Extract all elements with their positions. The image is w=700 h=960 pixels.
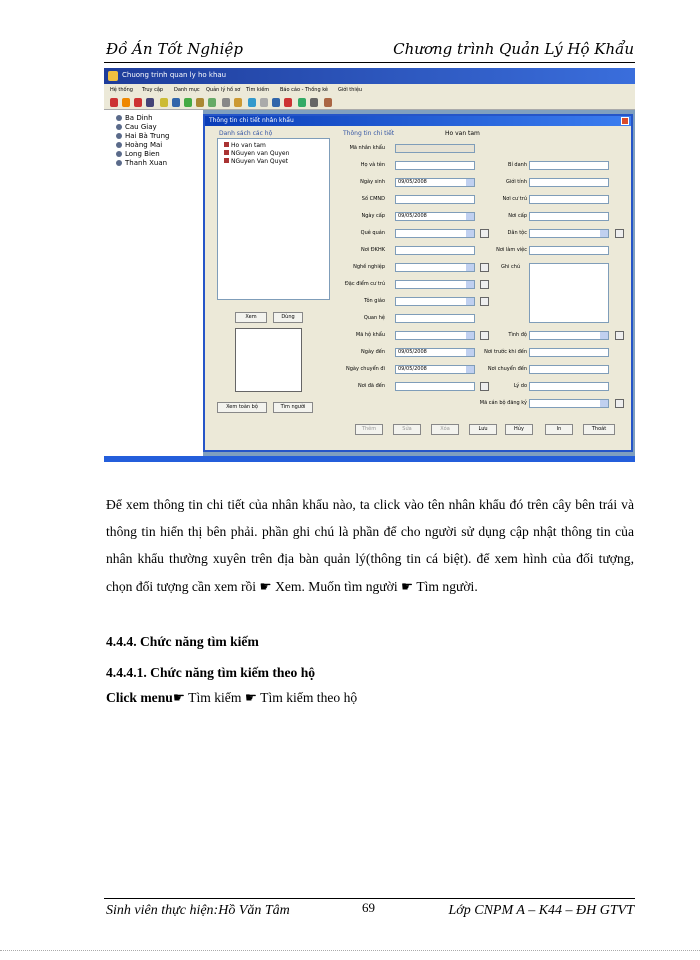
chevron-down-icon[interactable] <box>600 400 608 407</box>
list-item[interactable]: NGuyen van Quyen <box>224 150 289 157</box>
binoculars-icon[interactable] <box>480 331 489 340</box>
view-button[interactable]: Xem <box>235 312 267 323</box>
delete-button[interactable]: Xóa <box>431 424 459 435</box>
noi-cap-field[interactable] <box>529 212 609 221</box>
label-noi-truoc-khi-den: Nơi trước khi đến <box>484 349 527 355</box>
binoculars-icon[interactable] <box>480 263 489 272</box>
label-noi-lam-viec: Nơi làm việc <box>496 247 527 253</box>
toolbar-icon[interactable] <box>248 98 256 107</box>
globe-icon <box>116 115 122 121</box>
menu-item[interactable]: Giới thiệu <box>338 87 363 93</box>
label-ma-can-bo: Mã cán bộ đăng ký <box>479 400 527 406</box>
noi-da-den-field[interactable] <box>395 382 475 391</box>
ghi-chu-textarea[interactable] <box>529 263 609 323</box>
ma-ho-khau-select[interactable] <box>395 331 475 340</box>
noi-cu-tru-field[interactable] <box>529 195 609 204</box>
household-list[interactable] <box>217 138 330 300</box>
body-paragraph: Để xem thông tin chi tiết của nhân khẩu nào, ta click vào tên nhân khẩu đó trên cây bên trái và thông tin hiển thị bên phải. phần ghi chú là phần để cho người sử dụng cập nhật thông tin của nhân khẩu thường xuyên trên địa bàn quản lý(thông tin cá biệt). để xem hình của đối tượng, chọn đối tượng cần xem rồi ☛ Xem. Muốn tìm người ☛ Tìm người. <box>106 497 634 594</box>
binoculars-icon[interactable] <box>480 229 489 238</box>
chevron-down-icon[interactable] <box>466 298 474 305</box>
menu-item[interactable]: Hệ thống <box>110 87 133 93</box>
chevron-down-icon[interactable] <box>466 281 474 288</box>
toolbar-icon[interactable] <box>310 98 318 107</box>
dan-toc-select[interactable] <box>529 229 609 238</box>
chevron-down-icon[interactable] <box>466 366 474 373</box>
chevron-down-icon[interactable] <box>600 230 608 237</box>
add-button[interactable]: Thêm <box>355 424 383 435</box>
noi-dkhk-field[interactable] <box>395 246 475 255</box>
chevron-down-icon[interactable] <box>466 179 474 186</box>
ly-do-field[interactable] <box>529 382 609 391</box>
app-icon <box>108 71 118 81</box>
edit-button[interactable]: Sửa <box>393 424 421 435</box>
ngay-chuyen-di-field[interactable]: 09/05/2008 <box>395 365 475 374</box>
toolbar-icon[interactable] <box>234 98 242 107</box>
section-heading: 4.4.4. Chức năng tìm kiếm <box>106 634 259 649</box>
menu-item[interactable]: Danh mục <box>174 87 200 93</box>
chevron-down-icon[interactable] <box>466 213 474 220</box>
instruction-line: Click menu☛ Tìm kiếm ☛ Tìm kiếm theo hộ <box>106 690 358 705</box>
exit-button[interactable]: Thoát <box>583 424 615 435</box>
toolbar-icon[interactable] <box>284 98 292 107</box>
toolbar-icon[interactable] <box>260 98 268 107</box>
toolbar-icon[interactable] <box>184 98 192 107</box>
list-title: Danh sách các hộ <box>219 130 273 137</box>
binoculars-icon[interactable] <box>480 382 489 391</box>
label-ma-nhan-khau: Mã nhân khẩu <box>349 145 385 151</box>
person-icon <box>224 142 229 147</box>
person-icon <box>224 158 229 163</box>
label-noi-da-den: Nơi đã đến <box>357 383 385 389</box>
ngay-cap-field[interactable]: 09/05/2008 <box>395 212 475 221</box>
gioi-tinh-field[interactable] <box>529 178 609 187</box>
que-quan-select[interactable] <box>395 229 475 238</box>
toolbar-icon[interactable] <box>146 98 154 107</box>
menu-bar <box>104 84 635 96</box>
ma-nhan-khau-field[interactable] <box>395 144 475 153</box>
ngay-sinh-field[interactable]: 09/05/2008 <box>395 178 475 187</box>
ho-ten-field[interactable] <box>395 161 475 170</box>
ngay-den-field[interactable]: 09/05/2008 <box>395 348 475 357</box>
binoculars-icon[interactable] <box>615 399 624 408</box>
app-title: Chuong trinh quan ly ho khau <box>122 71 227 79</box>
tree-item[interactable]: Ba Dinh <box>116 114 153 122</box>
tree-item[interactable]: Thanh Xuan <box>116 159 167 167</box>
label-ngay-chuyen-di: Ngày chuyển đi <box>346 366 385 372</box>
detail-name: Ho van tam <box>445 130 480 137</box>
label-dac-diem-cu-tru: Đặc điểm cư trú <box>344 281 385 287</box>
footer-left: Sinh viên thực hiện:Hồ Văn Tâm <box>106 903 290 918</box>
toolbar-icon[interactable] <box>298 98 306 107</box>
trinh-do-select[interactable] <box>529 331 609 340</box>
globe-icon <box>116 160 122 166</box>
globe-icon <box>116 142 122 148</box>
globe-icon <box>116 124 122 130</box>
label-so-cmnd: Số CMND <box>361 196 385 202</box>
toolbar-icon[interactable] <box>134 98 142 107</box>
label-dan-toc: Dân tộc <box>507 230 527 236</box>
detail-title: Thông tin chi tiết <box>343 130 395 137</box>
label-noi-dkhk: Nơi ĐKHK <box>361 247 385 253</box>
menu-item[interactable]: Truy cập <box>142 87 164 93</box>
toolbar-icon[interactable] <box>222 98 230 107</box>
toolbar-icon[interactable] <box>172 98 180 107</box>
window-title: Thông tin chi tiết nhân khẩu <box>209 117 294 124</box>
quan-he-field[interactable] <box>395 314 475 323</box>
noi-lam-viec-field[interactable] <box>529 246 609 255</box>
person-icon <box>224 150 229 155</box>
chevron-down-icon[interactable] <box>466 332 474 339</box>
app-titlebar <box>104 68 635 84</box>
label-trinh-do: Tình độ <box>508 332 527 338</box>
page-number: 69 <box>362 900 375 915</box>
print-button[interactable]: In <box>545 424 573 435</box>
view-all-button[interactable]: Xem toàn bộ <box>217 402 267 413</box>
cancel-button[interactable]: Hủy <box>505 424 533 435</box>
footer-rule <box>104 898 635 899</box>
label-quan-he: Quan hệ <box>363 315 385 321</box>
toolbar-icon[interactable] <box>208 98 216 107</box>
binoculars-icon[interactable] <box>615 229 624 238</box>
label-gioi-tinh: Giới tính <box>506 179 527 185</box>
label-bi-danh: Bí danh <box>508 162 527 168</box>
close-icon[interactable] <box>621 117 629 125</box>
nghe-nghiep-select[interactable] <box>395 263 475 272</box>
noi-truoc-khi-den-field[interactable] <box>529 348 609 357</box>
app-screenshot <box>104 68 635 462</box>
label-ngay-sinh: Ngày sinh <box>360 179 385 185</box>
label-nghe-nghiep: Nghề nghiệp <box>353 264 385 270</box>
chevron-down-icon[interactable] <box>466 349 474 356</box>
dac-diem-select[interactable] <box>395 280 475 289</box>
label-ghi-chu: Ghi chú <box>501 264 521 270</box>
label-ngay-den: Ngày đến <box>361 349 385 355</box>
mdi-area <box>203 110 635 456</box>
toolbar-icon[interactable] <box>160 98 168 107</box>
save-button[interactable]: Lưu <box>469 424 497 435</box>
label-ton-giao: Tôn giáo <box>364 298 385 304</box>
bi-danh-field[interactable] <box>529 161 609 170</box>
taskbar <box>104 456 635 462</box>
chevron-down-icon[interactable] <box>600 332 608 339</box>
page-edge <box>0 950 700 951</box>
tree-item[interactable]: Hai Bà Trung <box>116 132 169 140</box>
window-titlebar <box>205 116 631 126</box>
globe-icon <box>116 151 122 157</box>
detail-window <box>203 114 633 452</box>
label-ly-do: Lý do <box>513 383 527 389</box>
ton-giao-select[interactable] <box>395 297 475 306</box>
stop-button[interactable]: Dùng <box>273 312 303 323</box>
tree-item[interactable]: Long Bien <box>116 150 160 158</box>
menu-item[interactable]: Báo cáo - Thống kê <box>280 87 329 93</box>
label-ho-ten: Họ và tên <box>360 162 385 168</box>
subsection-heading: 4.4.4.1. Chức năng tìm kiếm theo hộ <box>106 665 316 680</box>
ma-can-bo-select[interactable] <box>529 399 609 408</box>
menu-item[interactable]: Tìm kiếm <box>246 87 270 93</box>
tree-item[interactable]: Cau Giay <box>116 123 157 131</box>
so-cmnd-field[interactable] <box>395 195 475 204</box>
binoculars-icon[interactable] <box>480 280 489 289</box>
binoculars-icon[interactable] <box>480 297 489 306</box>
noi-chuyen-den-field[interactable] <box>529 365 609 374</box>
list-item[interactable]: Ho van tam <box>224 142 266 149</box>
toolbar-icon[interactable] <box>324 98 332 107</box>
chevron-down-icon[interactable] <box>466 264 474 271</box>
label-ma-ho-khau: Mã hộ khẩu <box>355 332 385 338</box>
header-right: Chương trình Quản Lý Hộ Khẩu <box>393 40 634 58</box>
toolbar-icon[interactable] <box>272 98 280 107</box>
footer-right: Lớp CNPM A – K44 – ĐH GTVT <box>448 903 634 918</box>
binoculars-icon[interactable] <box>615 331 624 340</box>
toolbar <box>104 96 635 110</box>
chevron-down-icon[interactable] <box>466 230 474 237</box>
toolbar-icon[interactable] <box>122 98 130 107</box>
photo-box <box>235 328 302 392</box>
tree-item[interactable]: Hoàng Mai <box>116 141 162 149</box>
label-que-quan: Quê quán <box>360 230 385 236</box>
label-noi-chuyen-den: Nơi chuyển đến <box>487 366 527 372</box>
find-person-button[interactable]: Tìm người <box>273 402 313 413</box>
label-noi-cap: Nơi cấp <box>508 213 527 219</box>
header-left: Đồ Án Tốt Nghiệp <box>106 40 243 58</box>
list-item[interactable]: NGuyen Van Quyet <box>224 158 288 165</box>
menu-item[interactable]: Quản lý hồ sơ <box>206 87 241 93</box>
label-noi-cu-tru: Nơi cư trú <box>502 196 527 202</box>
header-rule <box>104 62 635 63</box>
label-ngay-cap: Ngày cấp <box>361 213 385 219</box>
globe-icon <box>116 133 122 139</box>
area-tree <box>104 110 203 456</box>
toolbar-icon[interactable] <box>110 98 118 107</box>
toolbar-icon[interactable] <box>196 98 204 107</box>
